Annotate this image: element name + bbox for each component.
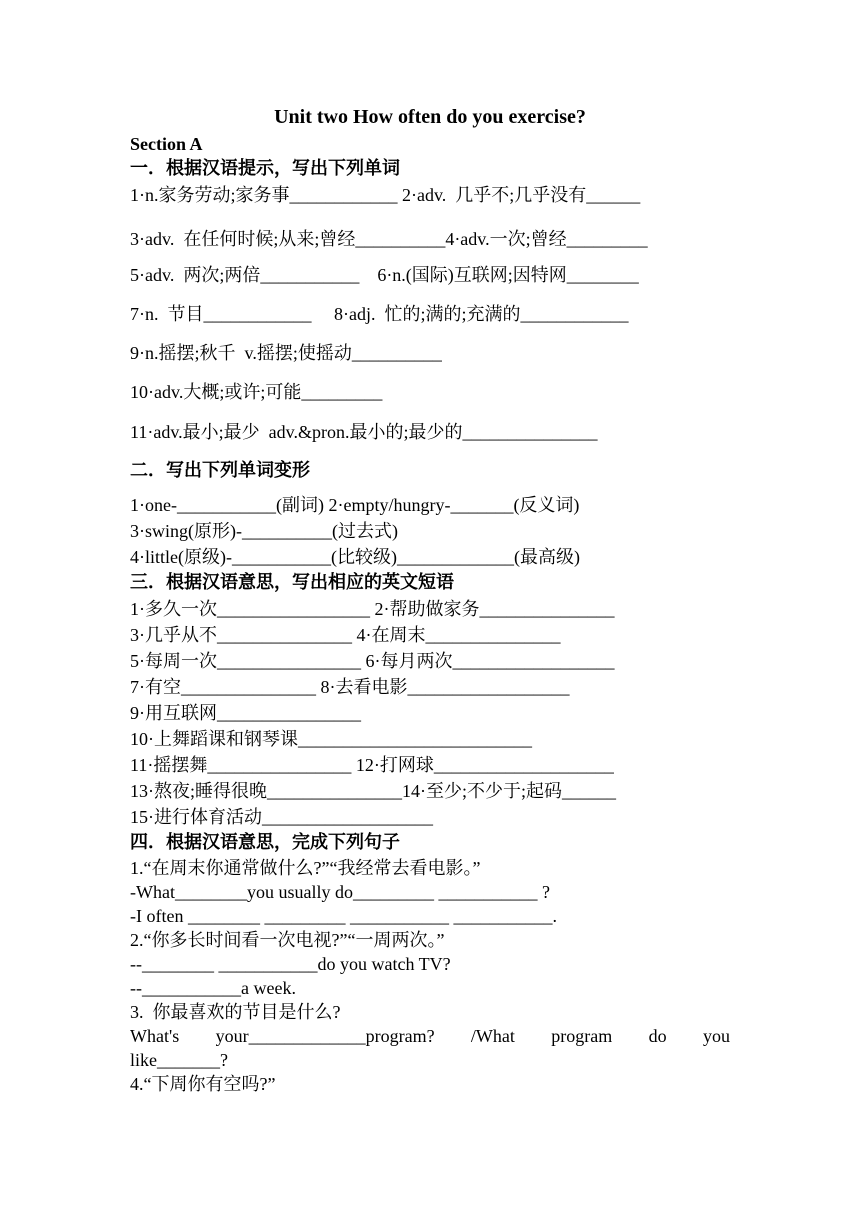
part2-item: 3·swing(原形)-__________(过去式) — [130, 521, 398, 541]
part1-item: 11·adv.最小;最少 adv.&pron.最小的;最少的_______________ — [130, 422, 598, 442]
worksheet — [130, 102, 730, 1096]
part1-item: 1·n.家务劳动;家务事____________ 2·adv. 几乎不;几乎没有______ — [130, 185, 641, 205]
part4-item: -What________you usually do_________ ___________ ? — [130, 882, 550, 902]
part4-item: --________ ___________do you watch TV? — [130, 954, 451, 974]
part4-item: -I often ________ _________ ___________ ___________. — [130, 906, 557, 926]
part3-item: 15·进行体育活动___________________ — [130, 807, 433, 827]
part4-item: What's your_____________program? /What program do you — [130, 1026, 730, 1046]
part3-item: 10·上舞蹈课和钢琴课__________________________ — [130, 729, 532, 749]
part4-item: 3. 你最喜欢的节目是什么? — [130, 1002, 341, 1022]
part3-item: 7·有空_______________ 8·去看电影__________________ — [130, 677, 570, 697]
part4-item: 4.“下周你有空吗?” — [130, 1074, 276, 1094]
part1-item: 3·adv. 在任何时候;从来;曾经__________4·adv.一次;曾经_________ — [130, 229, 648, 249]
part3-item: 9·用互联网________________ — [130, 703, 361, 723]
part4-item: 1.“在周末你通常做什么?”“我经常去看电影。” — [130, 858, 481, 878]
part1-heading: 一．根据汉语提示，写出下列单词 — [130, 158, 400, 179]
part3-item: 5·每周一次________________ 6·每月两次__________________ — [130, 651, 615, 671]
part2-item: 1·one-___________(副词) 2·empty/hungry-_______(反义词) — [130, 495, 580, 515]
part3-item: 3·几乎从不_______________ 4·在周末_______________ — [130, 625, 561, 645]
part1-item: 5·adv. 两次;两倍___________ 6·n.(国际)互联网;因特网________ — [130, 265, 639, 285]
part4-item: --___________a week. — [130, 978, 296, 998]
part4-item: like_______? — [130, 1050, 228, 1070]
page-title: Unit two How often do you exercise? — [274, 106, 586, 128]
part1-item: 10·adv.大概;或许;可能_________ — [130, 382, 383, 402]
part4-heading: 四．根据汉语意思，完成下列句子 — [130, 832, 400, 853]
part3-item: 11·摇摆舞________________ 12·打网球____________________ — [130, 755, 614, 775]
part3-item: 1·多久一次_________________ 2·帮助做家务_______________ — [130, 599, 615, 619]
part2-heading: 二．写出下列单词变形 — [130, 460, 310, 481]
section-label: Section A — [130, 134, 203, 154]
part3-item: 13·熬夜;睡得很晚_______________14·至少;不少于;起码______ — [130, 781, 616, 801]
part3-heading: 三．根据汉语意思，写出相应的英文短语 — [130, 572, 454, 593]
part1-item: 9·n.摇摆;秋千 v.摇摆;使摇动__________ — [130, 343, 442, 363]
part1-item: 7·n. 节目____________ 8·adj. 忙的;满的;充满的____________ — [130, 304, 629, 324]
part2-item: 4·little(原级)-___________(比较级)_____________(最高级) — [130, 547, 580, 567]
part4-item: 2.“你多长时间看一次电视?”“一周两次。” — [130, 930, 445, 950]
